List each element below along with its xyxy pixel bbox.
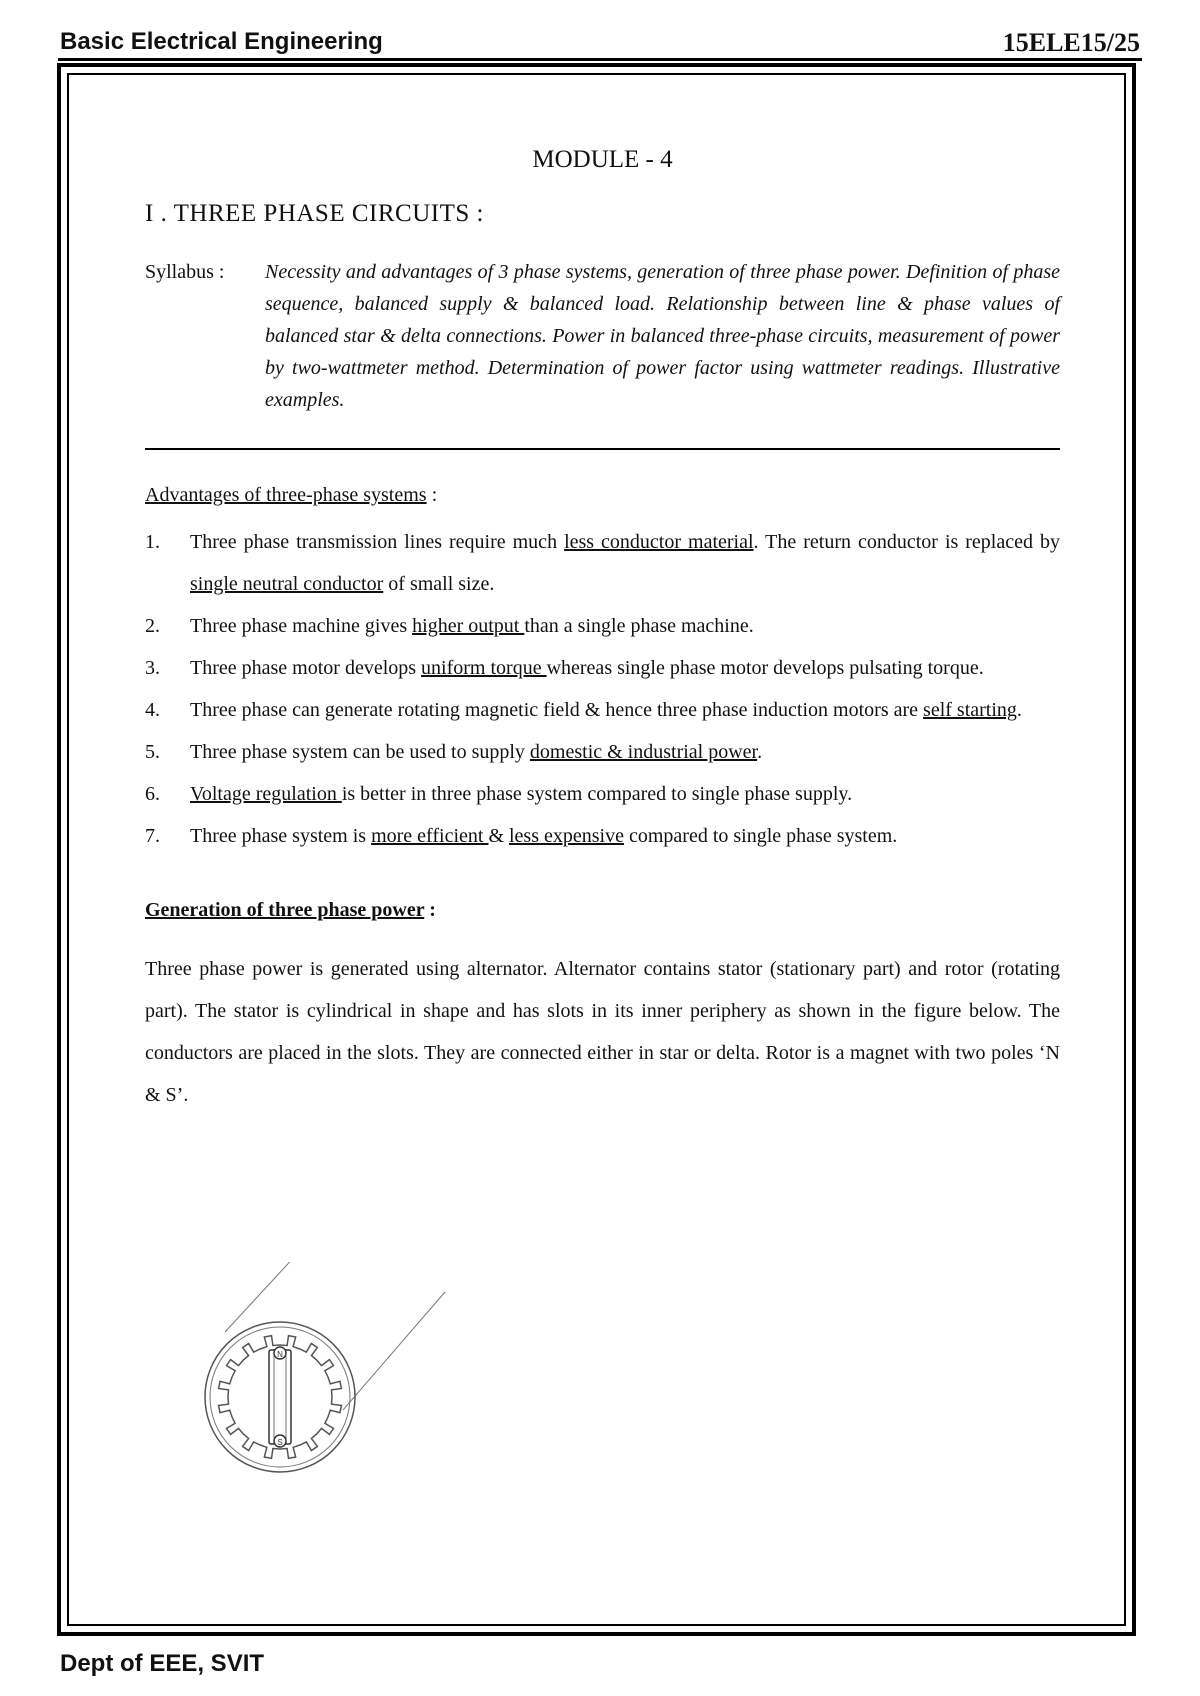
rotor [269,1347,291,1447]
header-course-code: 15ELE15/25 [1002,28,1140,57]
item-number: 5. [145,741,160,763]
list-item [145,773,1060,815]
advantages-title-suffix: : [426,484,438,506]
generation-heading [145,899,1060,922]
list-item [145,731,1060,773]
pole-s-label: S [277,1438,283,1447]
advantages-title: Advantages of three-phase systems [145,484,427,506]
generation-title-suffix: : [424,899,436,921]
syllabus-label: Syllabus : [145,261,225,283]
rotor-pole-body [269,1350,291,1444]
item-number: 6. [145,783,160,805]
item-number: 3. [145,657,160,679]
section-divider [145,448,1060,450]
page-content [145,140,1060,1116]
item-number: 7. [145,825,160,847]
list-item [145,521,1060,605]
header-rule [58,58,1142,61]
list-item [145,647,1060,689]
module-heading: MODULE - 4 [532,146,673,173]
item-number: 2. [145,615,160,637]
list-item [145,605,1060,647]
pole-n-label: N [277,1350,283,1359]
item-text: Three phase transmission lines require much less conductor material. The return conductor is replaced by single neutral conductor of small size. [190,531,1060,595]
item-number: 4. [145,699,160,721]
header-title: Basic Electrical Engineering [60,28,383,55]
item-text: Three phase system is more efficient & less expensive compared to single phase system. [190,825,898,847]
item-text: Three phase system can be used to supply domestic & industrial power. [190,741,763,763]
generation-title: Generation of three phase power [145,899,425,921]
list-item [145,815,1060,857]
item-text: Three phase machine gives higher output than a single phase machine. [190,615,754,637]
item-text: Three phase motor develops uniform torque whereas single phase motor develops pulsating torque. [190,657,984,679]
advantages-heading [145,484,1060,507]
item-number: 1. [145,531,160,553]
list-item [145,689,1060,731]
item-text: Voltage regulation is better in three phase system compared to single phase supply. [190,783,853,805]
item-text: Three phase can generate rotating magnetic field & hence three phase induction motors are self starting. [190,699,1022,721]
generation-paragraph: Three phase power is generated using alternator. Alternator contains stator (stationary part) and rotor (rotating part). The stator is cylindrical in shape and has slots in its inner periphery as shown in the figure below. The conductors are placed in the slots. They are connected either in star or delta. Rotor is a magnet with two poles ‘N & S’. [145,958,1060,1106]
advantages-list [145,521,1060,857]
alternator-figure [195,1262,455,1522]
section-title: I . THREE PHASE CIRCUITS : [145,200,484,227]
dimension-line-right [343,1292,445,1410]
syllabus-text: Necessity and advantages of 3 phase systems, generation of three phase power. Definition of phase sequence, balanced supply & balanced load. Relationship between line & phase values of balanced star & delta connections. Power in balanced three-phase circuits, measurement of power by two-wattmeter method. Determination of power factor using wattmeter readings. Illustrative examples. [265,261,1060,411]
syllabus-block [145,256,1060,416]
footer-department: Dept of EEE, SVIT [60,1650,265,1677]
